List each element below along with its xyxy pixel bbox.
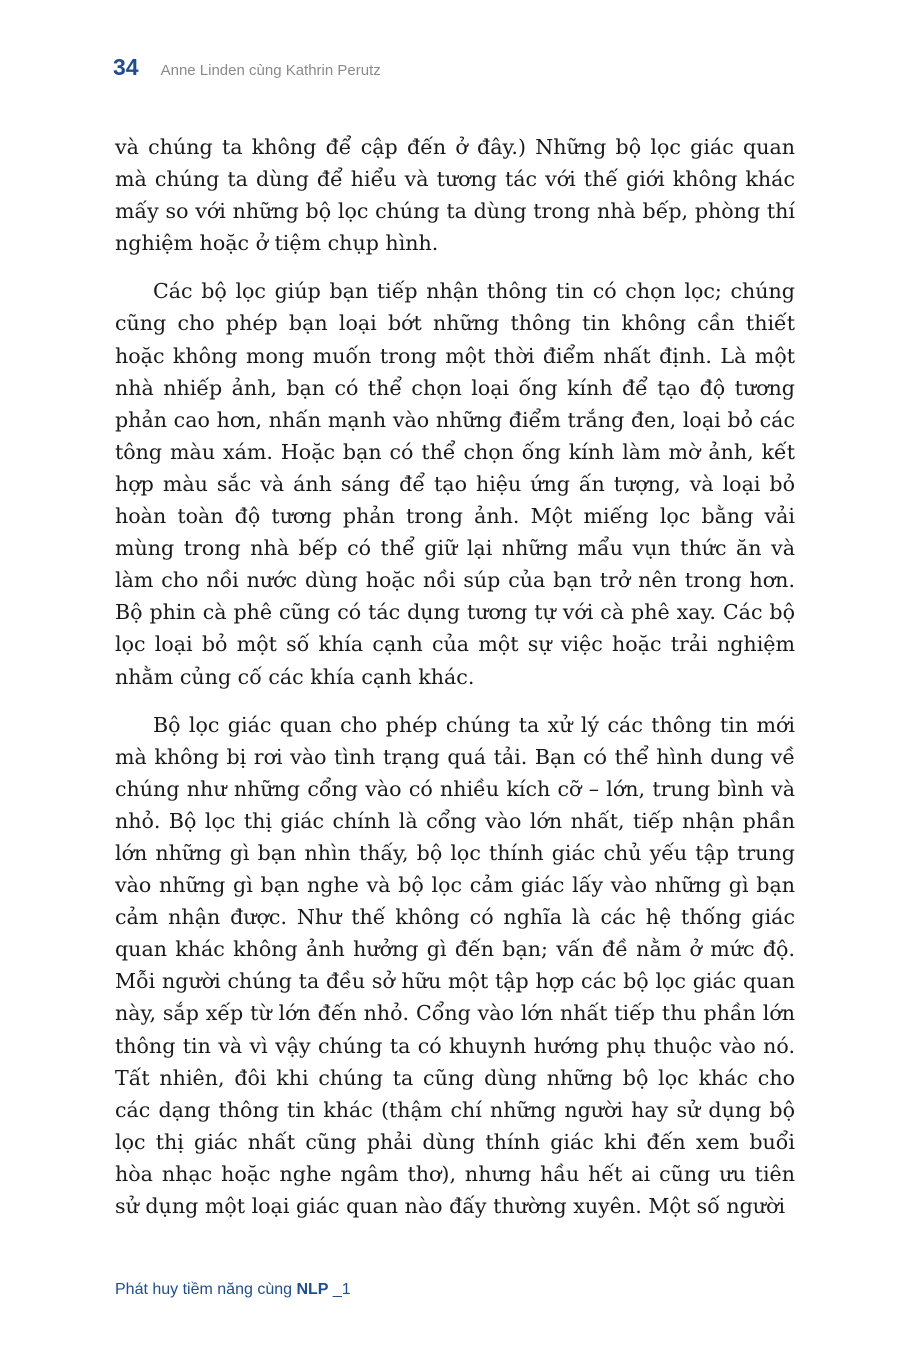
paragraph-1: và chúng ta không để cập đến ở đây.) Những bộ lọc giác quan mà chúng ta dùng để hiểu và tương tác với thế giới không khác mấy so với những bộ lọc chúng ta dùng trong nhà bếp, phòng thí nghiệm hoặc ở tiệm chụp hình. (115, 135, 795, 256)
page-footer (115, 1281, 351, 1299)
page-number: 34 (113, 54, 139, 80)
page-header (113, 54, 381, 81)
body-text (115, 131, 795, 1238)
running-head: Anne Linden cùng Kathrin Perutz (160, 62, 381, 79)
series-title-nlp: NLP (296, 1281, 329, 1298)
series-title-suffix: _1 (328, 1281, 351, 1298)
series-title-prefix: Phát huy tiềm năng cùng (115, 1281, 297, 1298)
paragraph-3: Bộ lọc giác quan cho phép chúng ta xử lý các thông tin mới mà không bị rơi vào tình trạng quá tải. Bạn có thể hình dung về chúng như những cổng vào có nhiều kích cỡ – lớn, trung bình và nhỏ. Bộ lọc thị giác chính là cổng vào lớn nhất, tiếp nhận phần lớn những gì bạn nhìn thấy, bộ lọc thính giác chủ yếu tập trung vào những gì bạn nghe và bộ lọc cảm giác lấy vào những gì bạn cảm nhận được. Như thế không có nghĩa là các hệ thống giác quan khác không ảnh hưởng gì đến bạn; vấn đề nằm ở mức độ. Mỗi người chúng ta đều sở hữu một tập hợp các bộ lọc giác quan này, sắp xếp từ lớn đến nhỏ. Cổng vào lớn nhất tiếp thu phần lớn thông tin và vì vậy chúng ta có khuynh hướng phụ thuộc vào nó. Tất nhiên, đôi khi chúng ta cũng dùng những bộ lọc khác cho các dạng thông tin khác (thậm chí những người hay sử dụng bộ lọc thị giác nhất cũng phải dùng thính giác khi đến xem buổi hòa nhạc hoặc nghe ngâm thơ), nhưng hầu hết ai cũng ưu tiên sử dụng một loại giác quan nào đấy thường xuyên. Một số người (115, 712, 795, 1218)
paragraph-2: Các bộ lọc giúp bạn tiếp nhận thông tin có chọn lọc; chúng cũng cho phép bạn loại bớt những thông tin không cần thiết hoặc không mong muốn trong một thời điểm nhất định. Là một nhà nhiếp ảnh, bạn có thể chọn loại ống kính để tạo độ tương phản cao hơn, nhấn mạnh vào những điểm trắng đen, loại bỏ các tông màu xám. Hoặc bạn có thể chọn ống kính làm mờ ảnh, kết hợp màu sắc và ánh sáng để tạo hiệu ứng ấn tượng, và loại bỏ hoàn toàn độ tương phản trong ảnh. Một miếng lọc bằng vải mùng trong nhà bếp có thể giữ lại những mẩu vụn thức ăn và làm cho nồi nước dùng hoặc nồi súp của bạn trở nên trong hơn. Bộ phin cà phê cũng có tác dụng tương tự với cà phê xay. Các bộ lọc loại bỏ một số khía cạnh của một sự việc hoặc trải nghiệm nhằm củng cố các khía cạnh khác. (115, 279, 795, 689)
